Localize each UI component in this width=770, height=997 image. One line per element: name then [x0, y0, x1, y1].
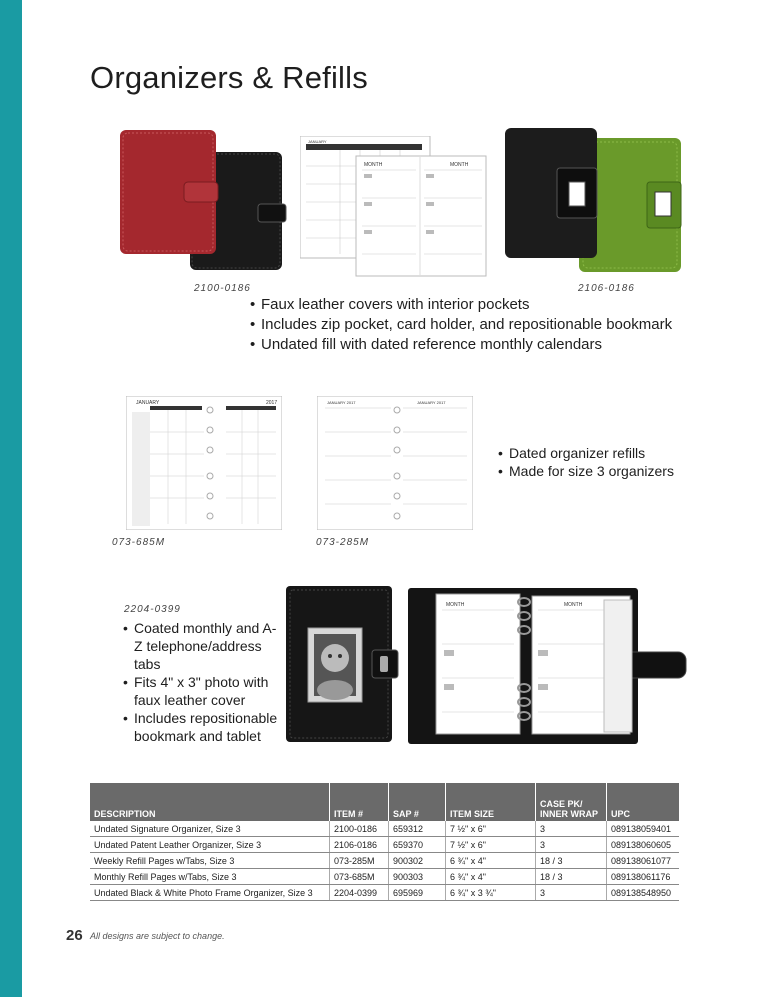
cell-size: 6 ¾" x 4" — [446, 853, 536, 869]
table-header-row — [90, 783, 679, 821]
bullet-item: • Fits 4" x 3" photo with faux leather cover — [123, 673, 283, 709]
table-row — [90, 821, 679, 837]
cell-sap: 900302 — [389, 853, 446, 869]
cell-case: 3 — [536, 837, 607, 853]
product-spec-table — [90, 783, 679, 901]
cell-case: 3 — [536, 821, 607, 837]
sku-073-285m: 073-285M — [316, 537, 370, 548]
cell-description: Undated Signature Organizer, Size 3 — [90, 821, 330, 837]
binder-month-left: MONTH — [446, 602, 465, 608]
bullet-item: • Includes zip pocket, card holder, and repositionable bookmark — [250, 315, 672, 335]
col-header: UPC — [607, 783, 680, 821]
cell-upc: 089138548950 — [607, 885, 680, 901]
cell-upc: 089138059401 — [607, 821, 680, 837]
cell-upc: 089138061176 — [607, 869, 680, 885]
col-header: SAP # — [389, 783, 446, 821]
col-header: ITEM SIZE — [446, 783, 536, 821]
cell-description: Monthly Refill Pages w/Tabs, Size 3 — [90, 869, 330, 885]
sku-073-685m: 073-685M — [112, 537, 166, 548]
cell-item: 073-285M — [330, 853, 389, 869]
sku-2106-0186: 2106-0186 — [578, 283, 635, 294]
cell-case: 18 / 3 — [536, 853, 607, 869]
cell-size: 6 ¾" x 4" — [446, 869, 536, 885]
table-row — [90, 853, 679, 869]
undated-fill-pages-image — [300, 136, 490, 278]
page-number: 26 — [66, 927, 83, 944]
cell-case: 18 / 3 — [536, 869, 607, 885]
cell-case: 3 — [536, 885, 607, 901]
cell-upc: 089138060605 — [607, 837, 680, 853]
weekly-right-label: JANUARY 2017 — [417, 400, 446, 405]
cell-size: 6 ¾" x 3 ¾" — [446, 885, 536, 901]
cell-sap: 695969 — [389, 885, 446, 901]
bullet-item: • Undated fill with dated reference monthly calendars — [250, 335, 672, 355]
cell-size: 7 ½" x 6" — [446, 821, 536, 837]
weekly-refill-image — [317, 396, 473, 530]
col-header: CASE PK/ INNER WRAP — [536, 783, 607, 821]
cell-sap: 900303 — [389, 869, 446, 885]
photo-frame-organizer-image — [286, 586, 400, 742]
col-header: DESCRIPTION — [90, 783, 330, 821]
cell-item: 2100-0186 — [330, 821, 389, 837]
weekly-left-label: JANUARY 2017 — [327, 400, 356, 405]
table-row — [90, 837, 679, 853]
monthly-refill-image — [126, 396, 282, 530]
bullet-item: • Made for size 3 organizers — [498, 462, 674, 480]
cell-item: 073-685M — [330, 869, 389, 885]
bullet-item: • Faux leather covers with interior pockets — [250, 295, 672, 315]
bullet-item: • Includes repositionable bookmark and tablet — [123, 709, 283, 745]
binder-month-right: MONTH — [564, 602, 583, 608]
section2-bullets — [498, 444, 674, 480]
page-title: Organizers & Refills — [90, 60, 368, 95]
cell-description: Weekly Refill Pages w/Tabs, Size 3 — [90, 853, 330, 869]
table-row — [90, 869, 679, 885]
cell-description: Undated Black & White Photo Frame Organizer, Size 3 — [90, 885, 330, 901]
cell-sap: 659312 — [389, 821, 446, 837]
planner-month-label: JANUARY — [308, 139, 327, 144]
cell-item: 2106-0186 — [330, 837, 389, 853]
col-header: ITEM # — [330, 783, 389, 821]
cell-upc: 089138061077 — [607, 853, 680, 869]
footer-disclaimer: All designs are subject to change. — [90, 931, 225, 941]
bullet-item: • Coated monthly and A-Z telephone/address tabs — [123, 619, 283, 673]
bullet-item: • Dated organizer refills — [498, 444, 674, 462]
section3-bullets — [123, 619, 283, 745]
planner-month-right: MONTH — [450, 162, 469, 168]
sku-2204-0399: 2204-0399 — [124, 604, 181, 615]
cell-size: 7 ½" x 6" — [446, 837, 536, 853]
cell-item: 2204-0399 — [330, 885, 389, 901]
planner-month-left: MONTH — [364, 162, 383, 168]
accent-bar — [0, 0, 22, 997]
sku-2100-0186: 2100-0186 — [194, 283, 251, 294]
monthly-year-label: 2017 — [266, 400, 278, 406]
patent-leather-organizer-image — [505, 128, 685, 274]
signature-organizer-image — [118, 128, 290, 274]
cell-description: Undated Patent Leather Organizer, Size 3 — [90, 837, 330, 853]
cell-sap: 659370 — [389, 837, 446, 853]
section1-bullets — [250, 295, 672, 355]
monthly-month-label: JANUARY — [136, 400, 160, 406]
table-row — [90, 885, 679, 901]
open-binder-image — [408, 588, 688, 744]
